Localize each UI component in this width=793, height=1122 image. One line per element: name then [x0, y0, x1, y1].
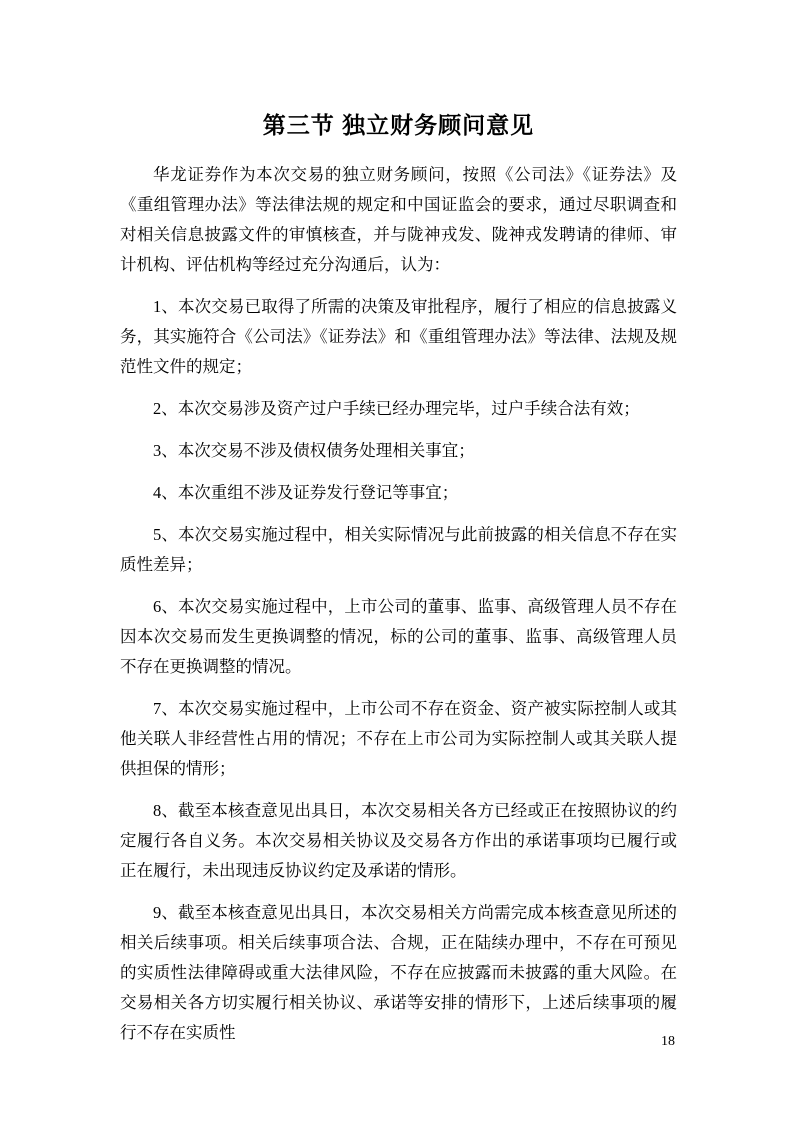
opinion-item-9: 9、截至本核查意见出具日，本次交易相关方尚需完成本核查意见所述的相关后续事项。相关后续事项合法、合规，正在陆续办理中，不存在可预见的实质性法律障碍或重大法律风险，不存在应披露而未披露的重大风险。在交易相关各方切实履行相关协议、承诺等安排的情形下，上述后续事项的履行不存在实质性: [120, 903, 677, 1042]
opinion-item-8: 8、截至本核查意见出具日，本次交易相关各方已经或正在按照协议的约定履行各自义务。本次交易相关协议及交易各方作出的承诺事项均已履行或正在履行，未出现违反协议约定及承诺的情形。: [120, 801, 677, 880]
opinion-item-6: 6、本次交易实施过程中，上市公司的董事、监事、高级管理人员不存在因本次交易而发生更换调整的情况，标的公司的董事、监事、高级管理人员不存在更换调整的情况。: [120, 597, 677, 676]
opinion-item-5: 5、本次交易实施过程中，相关实际情况与此前披露的相关信息不存在实质性差异；: [120, 525, 677, 574]
page-number: 18: [661, 1034, 675, 1049]
intro-paragraph: 华龙证券作为本次交易的独立财务顾问，按照《公司法》《证券法》及《重组管理办法》等法律法规的规定和中国证监会的要求，通过尽职调查和对相关信息披露文件的审慎核查，并与陇神戎发、陇神戎发聘请的律师、审计机构、评估机构等经过充分沟通后，认为：: [120, 165, 677, 274]
opinion-item-1: 1、本次交易已取得了所需的决策及审批程序，履行了相应的信息披露义务，其实施符合《公司法》《证券法》和《重组管理办法》等法律、法规及规范性文件的规定；: [120, 297, 677, 376]
opinion-item-2: 2、本次交易涉及资产过户手续已经办理完毕，过户手续合法有效；: [153, 399, 640, 418]
opinion-item-3: 3、本次交易不涉及债权债务处理相关事宜；: [153, 441, 475, 460]
opinion-item-7: 7、本次交易实施过程中，上市公司不存在资金、资产被实际控制人或其他关联人非经营性占用的情况；不存在上市公司为实际控制人或其关联人提供担保的情形；: [120, 699, 677, 778]
section-title: 第三节 独立财务顾问意见: [262, 112, 535, 138]
opinion-item-4: 4、本次重组不涉及证券发行登记等事宜；: [153, 483, 459, 502]
